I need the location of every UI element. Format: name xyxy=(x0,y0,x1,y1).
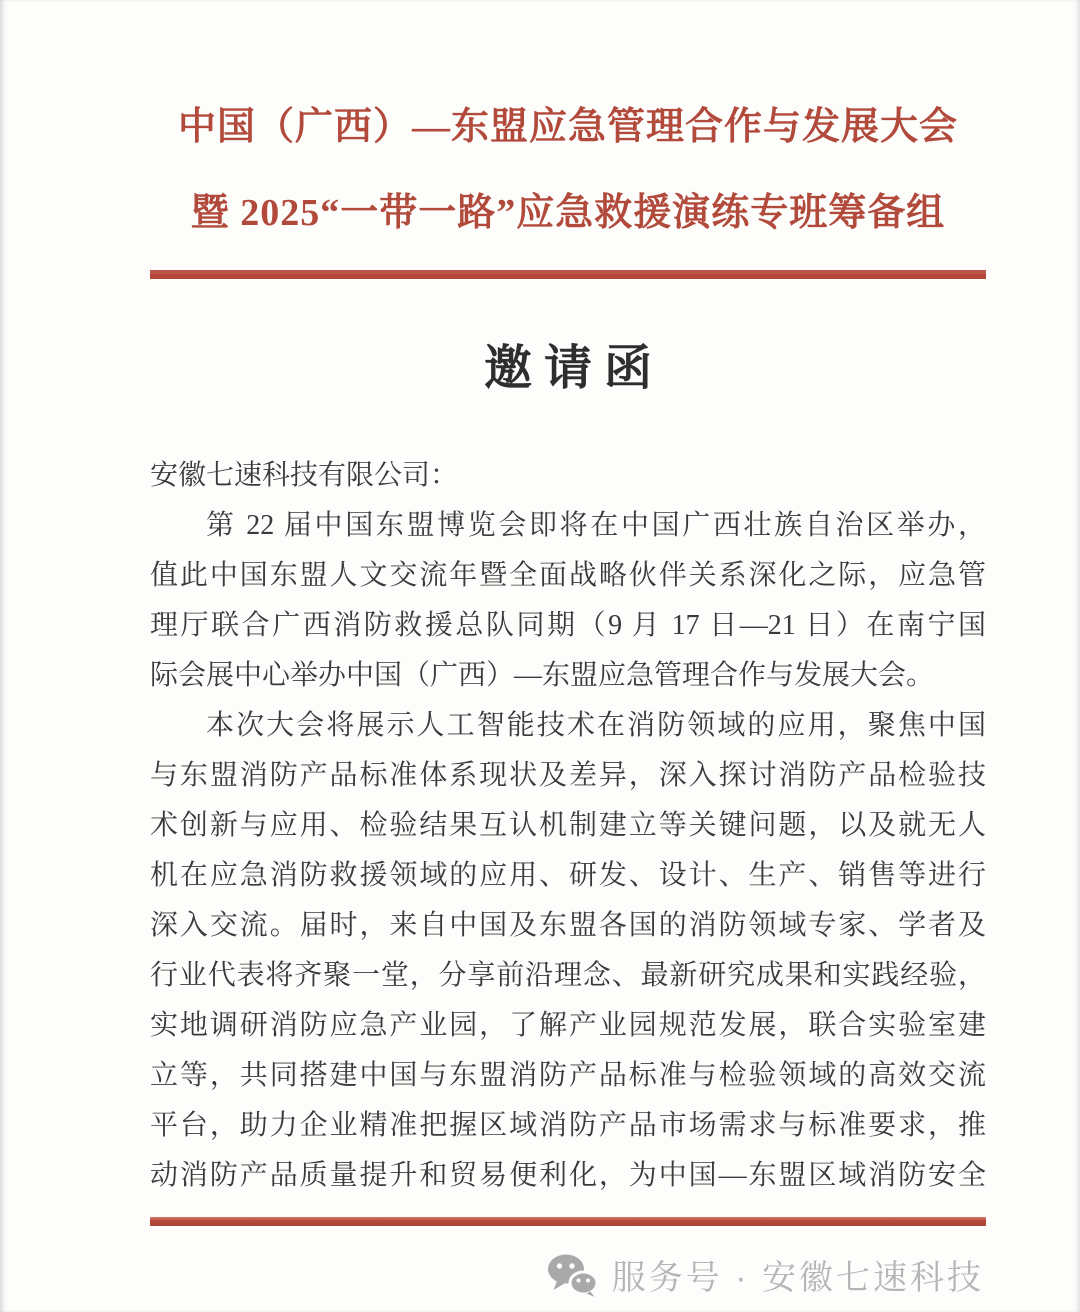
letterhead xyxy=(150,0,986,279)
paragraph2-line: 术创新与应用、检验结果互认机制建立等关键问题，以及就无人 xyxy=(150,810,986,841)
paragraph1-line: 际会展中心举办中国（广西）—东盟应急管理合作与发展大会。 xyxy=(150,660,935,691)
paragraph2-line: 本次大会将展示人工智能技术在消防领域的应用，聚焦中国 xyxy=(206,710,986,741)
paragraph2-line: 与东盟消防产品标准体系现状及差异，深入探讨消防产品检验技 xyxy=(150,760,986,791)
paragraph1-line: 值此中国东盟人文交流年暨全面战略伙伴关系深化之际，应急管 xyxy=(150,560,986,591)
paragraph2-line: 立等，共同搭建中国与东盟消防产品标准与检验领域的高效交流 xyxy=(150,1060,986,1091)
wechat-account-label[interactable]: 服务号 · 安徽七速科技 xyxy=(611,1259,984,1297)
paragraph2-line: 深入交流。届时，来自中国及东盟各国的消防领域专家、学者及 xyxy=(150,910,986,941)
letterhead-line-2: 暨 2025“一带一路”应急救援演练专班筹备组 xyxy=(190,192,946,234)
salutation: 安徽七速科技有限公司： xyxy=(150,460,459,491)
page-bottom-divider xyxy=(150,1217,986,1226)
letterhead-divider xyxy=(150,270,986,279)
paragraph2-line: 动消防产品质量提升和贸易便利化，为中国—东盟区域消防安全 xyxy=(150,1160,986,1191)
letter-title: 邀请函 xyxy=(483,342,664,395)
letter-body xyxy=(150,451,986,1201)
paragraph2-line: 机在应急消防救援领域的应用、研发、设计、生产、销售等进行 xyxy=(150,860,986,891)
paragraph1-line: 理厅联合广西消防救援总队同期（9 月 17 日—21 日）在南宁国 xyxy=(150,610,986,641)
paragraph2-line: 实地调研消防应急产业园，了解产业园规范发展，联合实验室建 xyxy=(150,1010,986,1041)
wechat-footer[interactable] xyxy=(150,1250,986,1299)
letterhead-line-1: 中国（广西）—东盟应急管理合作与发展大会 xyxy=(177,106,958,148)
wechat-icon xyxy=(546,1253,598,1297)
paragraph2-line: 平台，助力企业精准把握区域消防产品市场需求与标准要求，推 xyxy=(150,1110,986,1141)
paragraph1-line: 第 22 届中国东盟博览会即将在中国广西壮族自治区举办， xyxy=(206,510,986,541)
paragraph2-line: 行业代表将齐聚一堂，分享前沿理念、最新研究成果和实践经验， xyxy=(150,960,986,991)
